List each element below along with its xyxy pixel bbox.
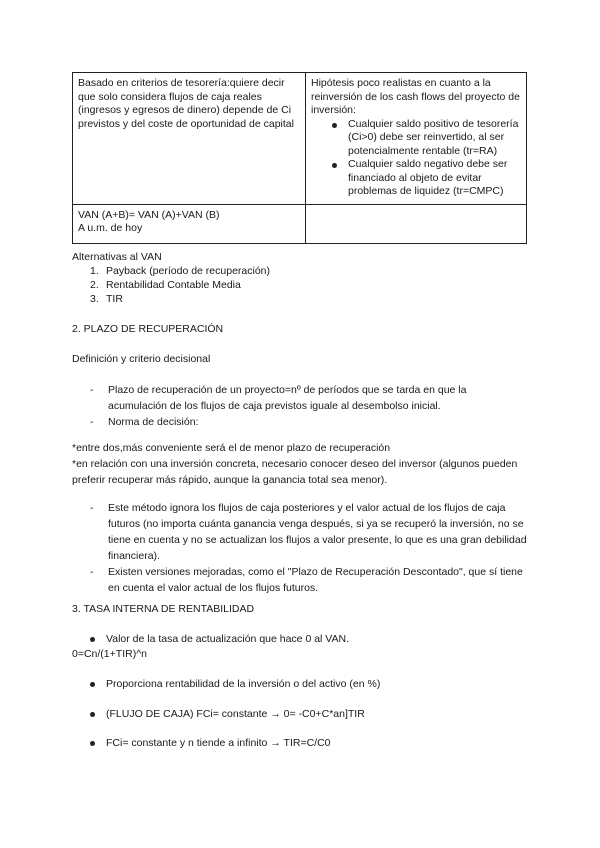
list-number: 2. <box>90 279 99 291</box>
list-item <box>72 278 528 292</box>
alternatives-list <box>72 264 528 306</box>
hypothesis-intro: Hipótesis poco realistas en cuanto a la reinversión de los cash flows del proyecto de inversión: <box>311 77 520 116</box>
list-item: Cualquier saldo positivo de tesorería (Ci>0) debe ser reinvertido, al ser potencialmente rentable (tr=RA) <box>348 118 521 159</box>
list-item-text: Proporciona rentabilidad de la inversión o del activo (en %) <box>106 678 381 690</box>
note-text: *en relación con una inversión concreta, necesario conocer deseo del inversor (algunos pueden preferir recuperar más rápido, aunque la ganancia total sea menor). <box>72 458 518 486</box>
list-item-text: Valor de la tasa de actualización que hace 0 al VAN. <box>106 633 350 645</box>
van-additivity-formula: VAN (A+B)= VAN (A)+VAN (B) <box>78 208 220 221</box>
note-text: *entre dos,más conveniente será el de menor plazo de recuperación <box>72 442 391 454</box>
hypothesis-list <box>311 118 521 199</box>
list-item <box>72 632 528 646</box>
table-row <box>73 204 527 243</box>
bullet-icon <box>90 682 95 687</box>
list-item-text: FCi= constante y n tiende a infinito → TIR=C/C0 <box>106 737 331 749</box>
table-cell <box>73 73 306 205</box>
list-item <box>72 264 528 278</box>
van-units-text: A u.m. de hoy <box>78 222 143 234</box>
comparison-table <box>72 72 527 244</box>
section-2-subheading: Definición y criterio decisional <box>72 353 211 365</box>
list-item-text: Payback (período de recuperación) <box>106 265 271 277</box>
tir-formula: 0=Cn/(1+TIR)^n <box>72 648 147 660</box>
list-item-text: Rentabilidad Contable Media <box>106 279 241 291</box>
section-2-heading: 2. PLAZO DE RECUPERACIÓN <box>72 323 224 335</box>
table-cell <box>73 204 306 243</box>
notes-block <box>72 440 528 488</box>
table-row <box>73 73 527 205</box>
definition-list <box>72 382 528 430</box>
list-item: Cualquier saldo negativo debe ser financiado al objeto de evitar problemas de liquidez (tr=CMPC) <box>348 158 521 199</box>
list-item: - Este método ignora los flujos de caja posteriores y el valor actual de los flujos de caja futuros (no importa cuánta ganancia venga después, si ya se recuperó la inversión, no se tiene en cuenta y no se actualizan los flujos a valor presente, lo que es una gran debilidad financiera). <box>72 500 528 564</box>
section-3-heading: 3. TASA INTERNA DE RENTABILIDAD <box>72 603 255 615</box>
list-item: - Norma de decisión: <box>72 414 528 430</box>
table-cell <box>306 204 527 243</box>
weakness-list <box>72 500 528 596</box>
table-cell <box>306 73 527 205</box>
bullet-icon <box>90 741 95 746</box>
bullet-icon <box>90 712 95 717</box>
list-item-text: TIR <box>106 293 123 305</box>
list-item <box>72 677 528 691</box>
list-item-text: (FLUJO DE CAJA) FCi= constante → 0= -C0+C*an]TIR <box>106 708 365 720</box>
list-item <box>72 707 528 721</box>
treasury-criteria-text: Basado en criterios de tesorería:quiere decir que solo considera flujos de caja reales (ingresos y egresos de dinero) depende de Ci previstos y del coste de oportunidad de capital <box>78 77 294 130</box>
alternatives-block <box>72 250 528 306</box>
list-item: - Existen versiones mejoradas, como el "Plazo de Recuperación Descontado", que sí tiene en cuenta el valor actual de los flujos futuros. <box>72 564 528 596</box>
list-item <box>72 736 528 750</box>
list-number: 3. <box>90 293 99 305</box>
list-number: 1. <box>90 265 99 277</box>
bullet-icon <box>90 637 95 642</box>
list-item: - Plazo de recuperación de un proyecto=nº de períodos que se tarda en que la acumulación de los flujos de caja previstos iguale al desembolso inicial. <box>72 382 528 414</box>
list-item <box>72 292 528 306</box>
alternatives-title: Alternativas al VAN <box>72 251 162 263</box>
